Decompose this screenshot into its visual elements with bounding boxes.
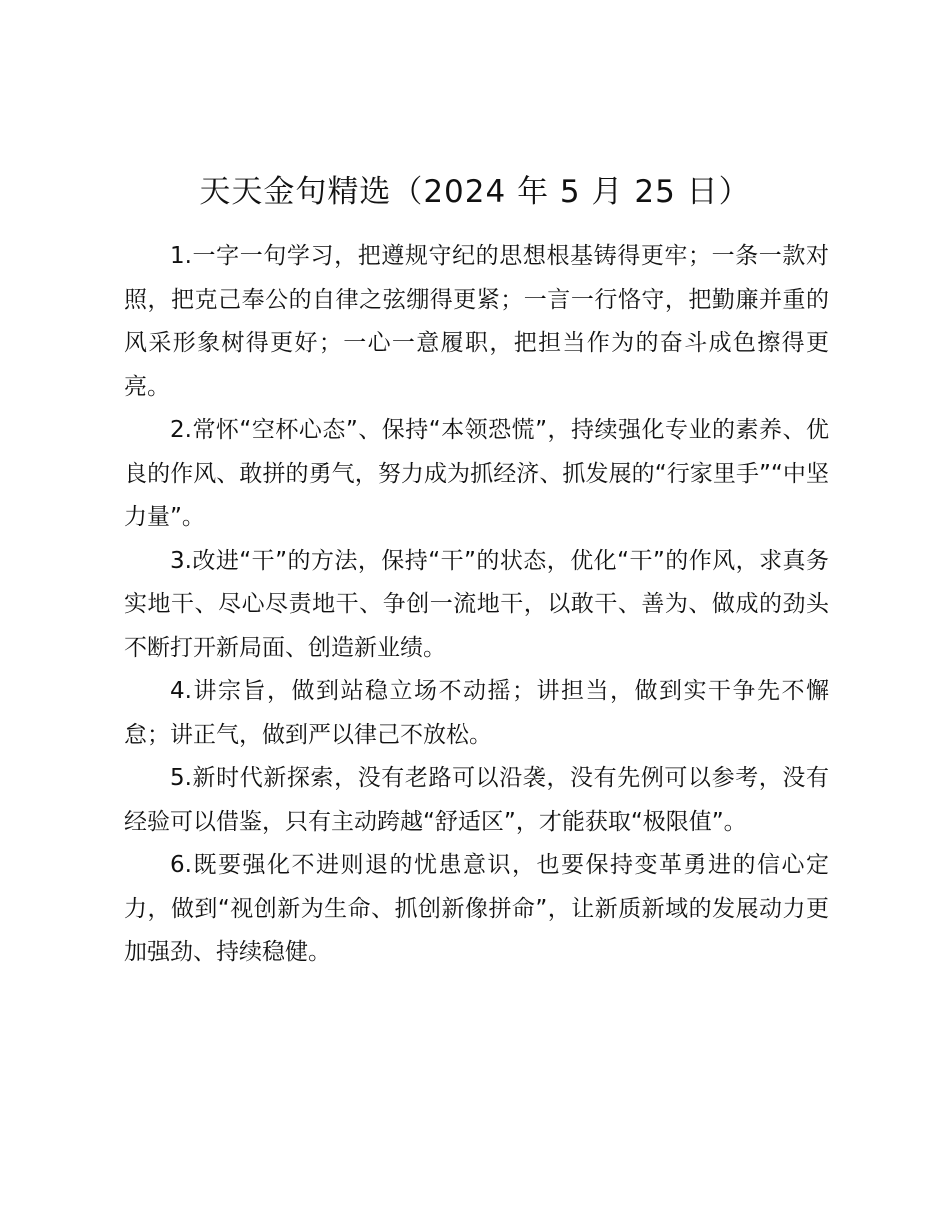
paragraph-5: 5.新时代新探索，没有老路可以沿袭，没有先例可以参考，没有经验可以借鉴，只有主动跨越“舒适区”，才能获取“极限值”。 — [124, 765, 829, 835]
paragraph-2: 2.常怀“空杯心态”、保持“本领恐慌”，持续强化专业的素养、优良的作风、敢拼的勇气，努力成为抓经济、抓发展的“行家里手”“中坚力量”。 — [124, 417, 829, 530]
paragraph-6: 6.既要强化不进则退的忧患意识，也要保持变革勇进的信心定力，做到“视创新为生命、抓创新像拼命”，让新质新域的发展动力更加强劲、持续稳健。 — [124, 852, 829, 965]
paragraph-3: 3.改进“干”的方法，保持“干”的状态，优化“干”的作风，求真务实地干、尽心尽责地干、争创一流地干，以敢干、善为、做成的劲头不断打开新局面、创造新业绩。 — [124, 547, 829, 661]
paragraph-1: 1.一字一句学习，把遵规守纪的思想根基铸得更牢；一条一款对照，把克己奉公的自律之弦绷得更紧；一言一行恪守，把勤廉并重的风采形象树得更好；一心一意履职，把担当作为的奋斗成色擦得更亮。 — [124, 243, 829, 400]
document-body — [124, 235, 829, 975]
paragraph-4: 4.讲宗旨，做到站稳立场不动摇；讲担当，做到实干争先不懈怠；讲正气，做到严以律己不放松。 — [124, 678, 829, 748]
document-title: 天天金句精选（2024 年 5 月 25 日） — [199, 174, 751, 210]
